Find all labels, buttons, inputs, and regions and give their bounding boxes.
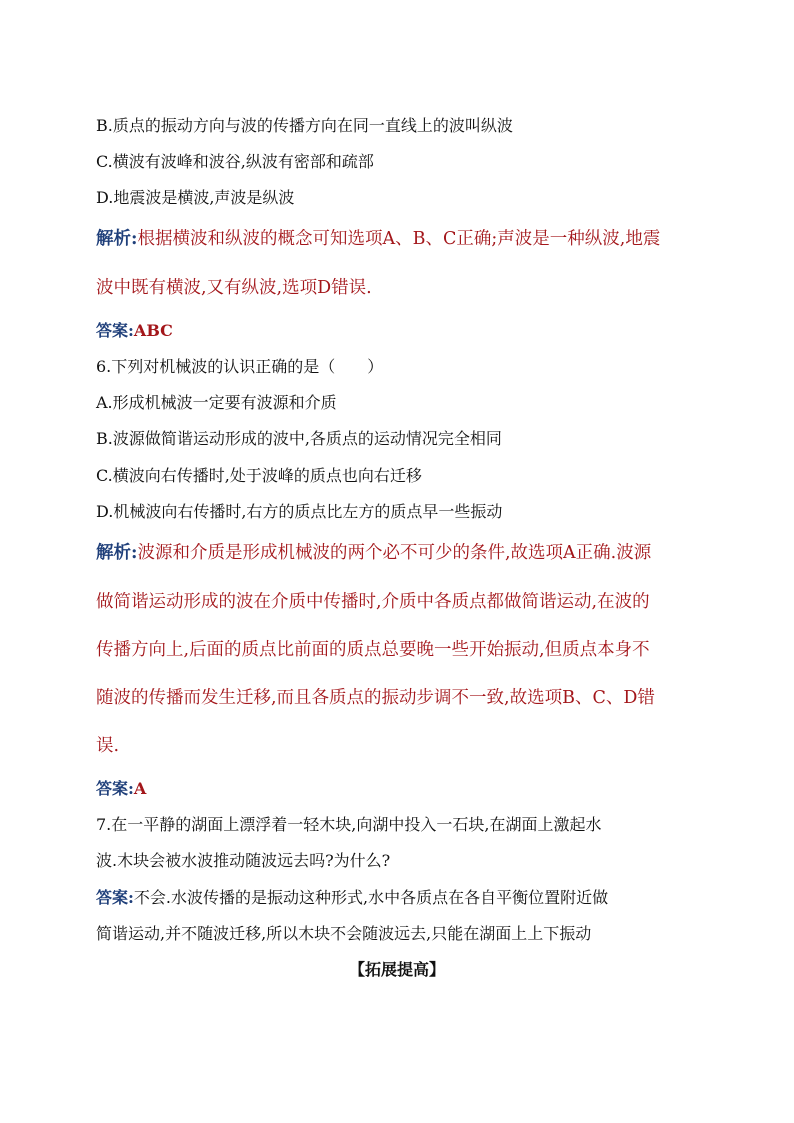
q6-answer <box>96 779 146 799</box>
q5-answer-value: ABC <box>133 321 173 340</box>
q5-analysis-line-2: 波中既有横波,又有纵波,选项D错误. <box>96 278 372 298</box>
q7-question-line-2: 波.木块会被水波推动随波远去吗?为什么? <box>96 851 391 870</box>
q7-question-line-1: 7.在一平静的湖面上漂浮着一轻木块,向湖中投入一石块,在湖面上激起水 <box>96 815 602 834</box>
q5-answer-label: 答案: <box>96 321 134 340</box>
q6-analysis-text-1: 波源和介质是形成机械波的两个必不可少的条件,故选项A正确.波源 <box>137 543 652 563</box>
q7-answer-line-1 <box>96 888 608 908</box>
section-heading: 【拓展提高】 <box>348 960 445 979</box>
q5-answer <box>96 321 173 341</box>
q6-answer-value: A <box>133 779 147 798</box>
q7-answer-line-2: 简谐运动,并不随波迁移,所以木块不会随波远去,只能在湖面上上下振动 <box>96 924 592 943</box>
q5-option-d: D.地震波是横波,声波是纵波 <box>96 188 295 207</box>
q6-option-a: A.形成机械波一定要有波源和介质 <box>96 393 337 412</box>
q6-analysis-line-4: 随波的传播而发生迁移,而且各质点的振动步调不一致,故选项B、C、D错 <box>96 688 655 708</box>
q6-analysis-line-2: 做简谐运动形成的波在介质中传播时,介质中各质点都做简谐运动,在波的 <box>96 592 650 612</box>
q6-question: 6.下列对机械波的认识正确的是（ ） <box>96 357 384 376</box>
q6-analysis-line-1 <box>96 543 651 563</box>
q6-analysis-line-3: 传播方向上,后面的质点比前面的质点总要晚一些开始振动,但质点本身不 <box>96 640 650 660</box>
q5-analysis-line-1 <box>96 229 660 249</box>
q5-option-b: B.质点的振动方向与波的传播方向在同一直线上的波叫纵波 <box>96 116 513 135</box>
q6-analysis-line-5: 误. <box>96 736 120 756</box>
q5-analysis-text-1: 根据横波和纵波的概念可知选项A、B、C正确;声波是一种纵波,地震 <box>137 229 661 249</box>
q7-answer-text-1: 不会.水波传播的是振动这种形式,水中各质点在各自平衡位置附近做 <box>133 888 609 907</box>
q6-option-b: B.波源做简谐运动形成的波中,各质点的运动情况完全相同 <box>96 429 502 448</box>
q6-option-d: D.机械波向右传播时,右方的质点比左方的质点早一些振动 <box>96 502 503 521</box>
q6-option-c: C.横波向右传播时,处于波峰的质点也向右迁移 <box>96 466 422 485</box>
q6-answer-label: 答案: <box>96 779 134 798</box>
q5-option-c: C.横波有波峰和波谷,纵波有密部和疏部 <box>96 152 374 171</box>
q7-answer-label: 答案: <box>96 888 134 907</box>
q6-analysis-label: 解析: <box>96 543 138 563</box>
q5-analysis-label: 解析: <box>96 229 138 249</box>
